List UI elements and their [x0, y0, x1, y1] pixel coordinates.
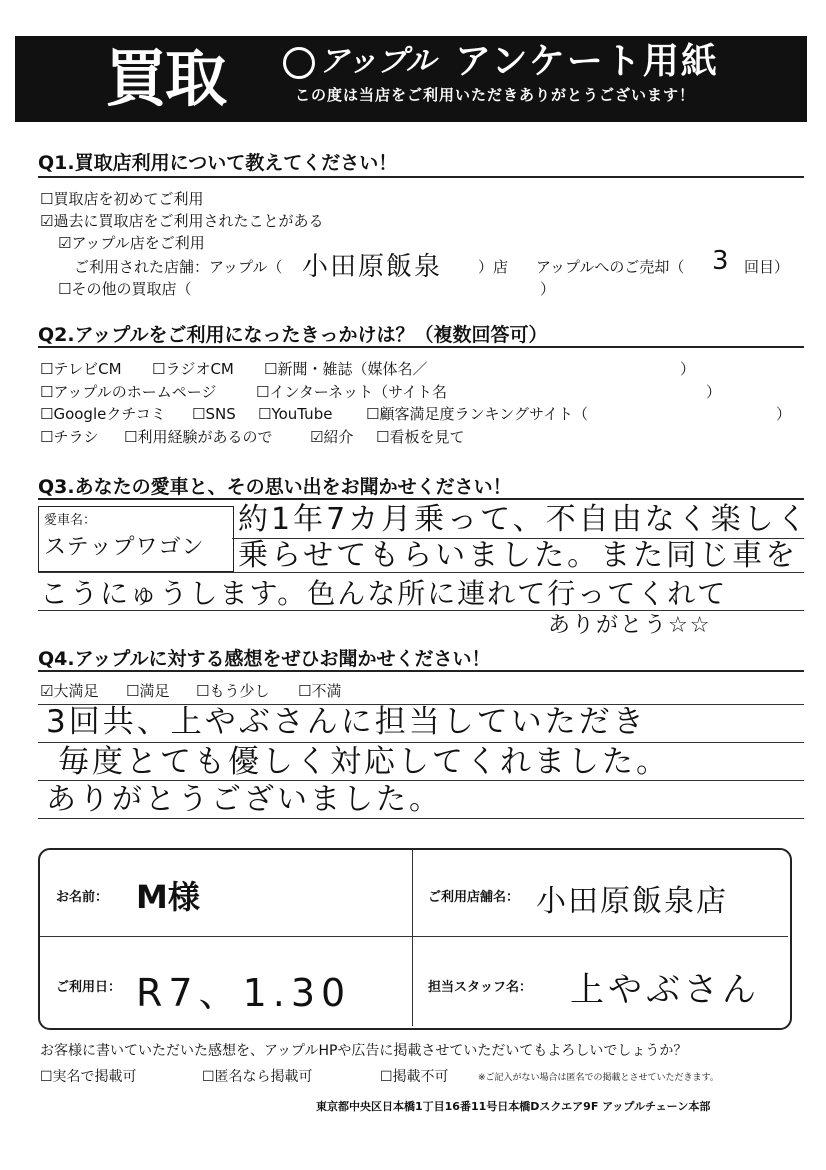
q2-homepage[interactable]: ☐アップルのホームページ: [40, 383, 217, 401]
q1-option-other[interactable]: ☐その他の買取店（: [58, 280, 192, 298]
q4-line-rule-3: [38, 818, 804, 819]
q3-answer-line-1[interactable]: 約1年7カ月乗って、不自由なく楽しく: [238, 502, 810, 537]
publish-anonymous[interactable]: ☐匿名なら掲載可: [202, 1069, 313, 1085]
brand-name: アップル: [319, 44, 436, 79]
q3-answer-line-4[interactable]: ありがとう☆☆: [548, 613, 712, 638]
publish-not-allowed[interactable]: ☐掲載不可: [380, 1069, 449, 1085]
store-name-value[interactable]: 小田原飯泉店: [536, 884, 728, 919]
q4-title: Q4.アップルに対する感想をぜひお聞かせください！: [38, 648, 491, 670]
q4-line-rule-2: [38, 780, 804, 781]
q2-google-reviews[interactable]: ☐Googleクチコミ: [40, 405, 166, 423]
q1-store-value[interactable]: 小田原飯泉: [302, 252, 443, 282]
q3-answer-line-2[interactable]: 乗らせてもらいました。また同じ車を: [238, 538, 799, 573]
kaitori-logo: 買取: [105, 42, 226, 115]
q2-newspaper[interactable]: ☐新聞・雑誌（媒体名／: [264, 360, 428, 378]
q1-option-apple[interactable]: ☑アップル店をご利用: [58, 234, 205, 252]
apple-logo-icon: [283, 47, 315, 79]
q2-flyer[interactable]: ☐チラシ: [40, 428, 99, 446]
car-name-label: 愛車名：: [44, 513, 97, 528]
q1-sell-label: アップルへのご売却（: [536, 258, 685, 276]
info-box-vertical-divider: [412, 850, 413, 1026]
store-name-label: ご利用店舗名：: [428, 890, 520, 905]
publish-note: ※ご記入がない場合は匿名での掲載とさせていただきます。: [478, 1073, 719, 1083]
q4-answer-line-3[interactable]: ありがとうございました。: [46, 782, 442, 817]
q2-past-experience[interactable]: ☐利用経験があるので: [124, 428, 273, 446]
q1-store-label: ご利用された店舗：アップル（: [74, 258, 283, 276]
header-banner: [15, 36, 807, 122]
q1-store-suffix: ）店: [478, 258, 509, 276]
name-label: お名前：: [56, 890, 109, 905]
date-label: ご利用日：: [56, 980, 122, 995]
q2-internet[interactable]: ☐インターネット（サイト名: [256, 383, 448, 401]
q1-title: Q1.買取店利用について教えてください！: [38, 152, 398, 174]
q1-other-close: ）: [540, 280, 556, 298]
q2-newspaper-close: ）: [680, 360, 696, 378]
q2-divider: [38, 346, 804, 348]
q2-title: Q2.アップルをご利用になったきっかけは？（複数回答可）: [38, 324, 548, 346]
q2-ranking-close: ）: [776, 405, 792, 423]
q2-referral[interactable]: ☑紹介: [310, 428, 354, 446]
q4-divider: [38, 670, 804, 672]
car-name-value[interactable]: ステップワゴン: [44, 535, 205, 560]
q2-ranking-site[interactable]: ☐顧客満足度ランキングサイト（: [366, 405, 588, 423]
publish-real-name[interactable]: ☐実名で掲載可: [40, 1069, 137, 1085]
q1-option-first[interactable]: ☐買取店を初めてご利用: [40, 190, 204, 208]
q4-answer-line-1[interactable]: 3回共、上やぶさんに担当していただき: [46, 704, 647, 740]
q4-somewhat[interactable]: ☐もう少し: [196, 682, 270, 700]
publish-permission-question: お客様に書いていただいた感想を、アップルHPや広告に掲載させていただいてもよろしいでしょうか？: [40, 1043, 688, 1059]
q3-title: Q3.あなたの愛車と、その思い出をお聞かせください！: [38, 476, 512, 498]
q1-sell-suffix: 回目）: [744, 258, 790, 276]
form-title: アンケート用紙: [455, 41, 719, 82]
q4-unsatisfied[interactable]: ☐不満: [298, 682, 342, 700]
q4-satisfied[interactable]: ☐満足: [126, 682, 170, 700]
info-box-horizontal-divider: [40, 936, 788, 937]
q4-very-satisfied[interactable]: ☑大満足: [40, 682, 99, 700]
q2-youtube[interactable]: ☐YouTube: [258, 405, 333, 423]
q2-internet-close: ）: [706, 383, 722, 401]
q2-tv-cm[interactable]: ☐テレビCM: [40, 360, 122, 378]
q1-sell-count[interactable]: 3: [712, 246, 731, 276]
q4-answer-line-2[interactable]: 毎度とても優しく対応してくれました。: [58, 744, 670, 780]
q3-line-rule-2: [38, 572, 804, 573]
q4-line-rule-1: [38, 742, 804, 743]
q1-divider: [38, 176, 804, 178]
q2-radio-cm[interactable]: ☐ラジオCM: [152, 360, 234, 378]
staff-label: 担当スタッフ名：: [428, 980, 533, 995]
staff-value[interactable]: 上やぶさん: [570, 970, 760, 1010]
q3-answer-line-3[interactable]: こうにゅうします。色んな所に連れて行ってくれて: [40, 577, 728, 610]
q3-divider: [38, 498, 804, 500]
company-address: 東京都中央区日本橋1丁目16番11号日本橋Dスクエア9F アップルチェーン本部: [316, 1100, 711, 1113]
form-subtitle: この度は当店をご利用いただきありがとうございます！: [295, 86, 696, 104]
q2-signboard[interactable]: ☐看板を見て: [376, 428, 465, 446]
apple-brand-logo: [283, 42, 436, 82]
date-value[interactable]: R7、1.30: [136, 971, 352, 1015]
name-value[interactable]: M様: [136, 878, 200, 916]
q1-option-past[interactable]: ☑過去に買取店をご利用されたことがある: [40, 212, 324, 230]
q2-sns[interactable]: ☐SNS: [192, 405, 236, 423]
